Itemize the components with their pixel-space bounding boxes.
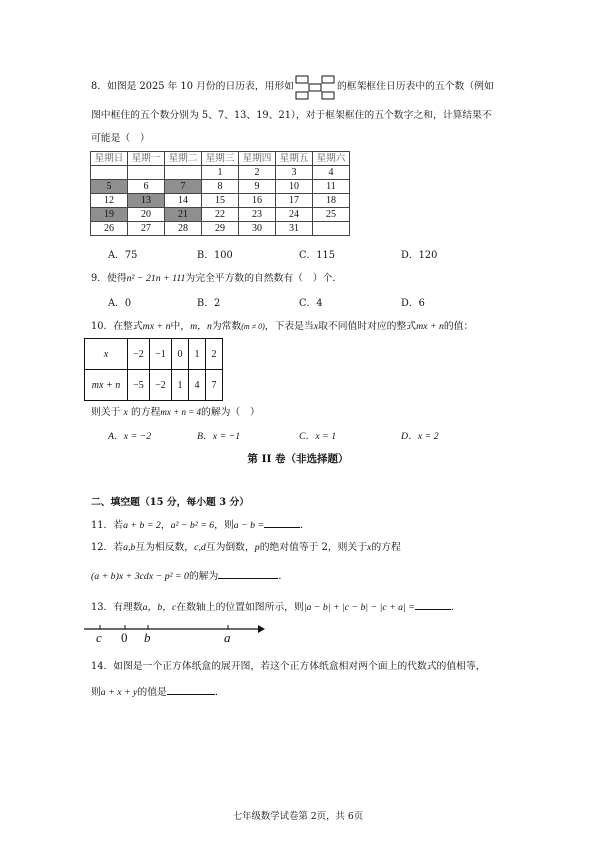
q8-option-a: A．75	[108, 250, 138, 261]
calendar-cell: 28	[165, 222, 202, 236]
arrow-right-icon	[258, 625, 265, 633]
values-cell: 7	[206, 370, 223, 401]
calendar-cell: 31	[276, 222, 313, 236]
calendar-cell: 23	[239, 208, 276, 222]
calendar-cell: 17	[276, 194, 313, 208]
calendar-table	[90, 151, 350, 236]
calendar-cell-highlighted: 7	[165, 180, 202, 194]
values-cell: −5	[128, 370, 150, 401]
answer-blank[interactable]	[167, 684, 215, 695]
calendar-header-row	[91, 152, 350, 166]
q9-option-d: D．6	[401, 298, 425, 309]
calendar-cell: 30	[239, 222, 276, 236]
calendar-header: 星期三	[202, 152, 239, 166]
calendar-row	[91, 208, 350, 222]
q8-option-b: B．100	[197, 250, 233, 261]
q9-expression: n² − 21n + 111	[126, 273, 186, 284]
calendar-cell: 26	[91, 222, 128, 236]
q9-option-b: B．2	[197, 298, 221, 309]
calendar-cell: 1	[202, 166, 239, 180]
q10-option-b: B．x = −1	[197, 431, 241, 442]
values-cell: −2	[128, 339, 150, 370]
section-title: 第 II 卷（非选择题）	[247, 453, 349, 465]
calendar-cell: 22	[202, 208, 239, 222]
values-cell: 1	[172, 370, 189, 401]
calendar-cell	[165, 166, 202, 180]
q11: 11．若a + b = 2，a² − b² = 6，则a − b = ．	[91, 517, 310, 533]
answer-blank[interactable]	[264, 517, 300, 528]
calendar-cell: 10	[276, 180, 313, 194]
calendar-cell: 29	[202, 222, 239, 236]
q9-option-c: C．4	[299, 298, 323, 309]
page-footer: 七年级数学试卷第 2页，共 6页	[232, 811, 364, 822]
q8-line3: 可能是（ ）	[91, 133, 150, 144]
calendar-cell-highlighted: 13	[128, 194, 165, 208]
q8-line1: 8．如图是 2025 年 10 月份的日历表，用形如	[91, 81, 295, 92]
values-cell: 4	[189, 370, 206, 401]
q9-stem: 9．使得n² − 21n + 111为完全平方数的自然数有（ ）个．	[91, 273, 343, 284]
q10-option-c: C．x = 1	[299, 431, 337, 442]
calendar-cell	[91, 166, 128, 180]
q10-option-a: A．x = −2	[108, 431, 152, 442]
calendar-cell: 12	[91, 194, 128, 208]
calendar-cell: 25	[313, 208, 350, 222]
calendar-header: 星期四	[239, 152, 276, 166]
values-header: x	[85, 339, 128, 370]
answer-blank[interactable]	[415, 599, 451, 610]
calendar-header: 星期五	[276, 152, 313, 166]
calendar-cell	[313, 222, 350, 236]
calendar-cell: 6	[128, 180, 165, 194]
calendar-cell: 27	[128, 222, 165, 236]
calendar-cell: 14	[165, 194, 202, 208]
q9-option-a: A．0	[108, 298, 132, 309]
q8-line1-end: 的框架框住日历表中的五个数（例如	[337, 81, 494, 92]
number-line-label-zero: 0	[121, 630, 128, 645]
calendar-cell: 18	[313, 194, 350, 208]
calendar-cell: 3	[276, 166, 313, 180]
calendar-row	[91, 166, 350, 180]
calendar-header: 星期六	[313, 152, 350, 166]
fill-heading: 二、填空题（15 分，每小题 3 分）	[91, 497, 250, 508]
number-line-label-b: b	[144, 630, 151, 645]
frame-shape-icon	[294, 75, 336, 101]
calendar-header: 星期一	[128, 152, 165, 166]
values-cell: −2	[150, 370, 172, 401]
q14-line2: 则a + x + y的值是 ．	[91, 684, 225, 700]
calendar-header: 星期二	[165, 152, 202, 166]
number-line-label-c: c	[96, 630, 102, 645]
number-line-label-a: a	[224, 630, 231, 645]
q8-option-c: C．115	[299, 250, 335, 261]
values-cell: 0	[172, 339, 189, 370]
calendar-cell: 24	[276, 208, 313, 222]
calendar-row	[91, 194, 350, 208]
number-line	[84, 622, 266, 636]
q10-stem: 10．在整式mx + n中，m，n为常数(m ≠ 0)，下表是当x取不同值时对应的整式mx + n的值：	[91, 321, 474, 332]
q13: 13．有理数a，b，c在数轴上的位置如图所示，则|a − b| + |c − b| − |c + a| = ．	[91, 599, 461, 615]
answer-blank[interactable]	[218, 568, 278, 579]
calendar-cell-highlighted: 5	[91, 180, 128, 194]
q10-option-d: D．x = 2	[401, 431, 439, 442]
values-cell: 1	[189, 339, 206, 370]
q8-line2: 图中框住的五个数分别为 5、7、13、19、21），对于框架框住的五个数字之和，计算结果不	[91, 110, 492, 121]
values-table	[84, 338, 223, 401]
q12-line1: 12．若a,b互为相反数，c,d互为倒数，p的绝对值等于 2，则关于x的方程	[91, 542, 401, 553]
values-header: mx + n	[85, 370, 128, 401]
calendar-row	[91, 180, 350, 194]
calendar-header: 星期日	[91, 152, 128, 166]
calendar-cell: 20	[128, 208, 165, 222]
calendar-cell: 4	[313, 166, 350, 180]
calendar-cell	[128, 166, 165, 180]
calendar-cell: 11	[313, 180, 350, 194]
calendar-cell: 9	[239, 180, 276, 194]
calendar-cell-highlighted: 19	[91, 208, 128, 222]
values-row-expr	[85, 370, 223, 401]
values-cell: 2	[206, 339, 223, 370]
calendar-cell: 15	[202, 194, 239, 208]
q12-line2: (a + b)x + 3cdx − p² = 0的解为 ．	[91, 568, 288, 584]
calendar-cell: 16	[239, 194, 276, 208]
calendar-row	[91, 222, 350, 236]
q10-question: 则关于 x 的方程mx + n = 4的解为（ ）	[91, 407, 260, 418]
values-row-x	[85, 339, 223, 370]
q8-option-d: D．120	[401, 250, 438, 261]
calendar-cell: 2	[239, 166, 276, 180]
calendar-cell-highlighted: 21	[165, 208, 202, 222]
calendar-cell: 8	[202, 180, 239, 194]
values-cell: −1	[150, 339, 172, 370]
q14-line1: 14．如图是一个正方体纸盒的展开图，若这个正方体纸盒相对两个面上的代数式的值相等，	[91, 661, 486, 672]
